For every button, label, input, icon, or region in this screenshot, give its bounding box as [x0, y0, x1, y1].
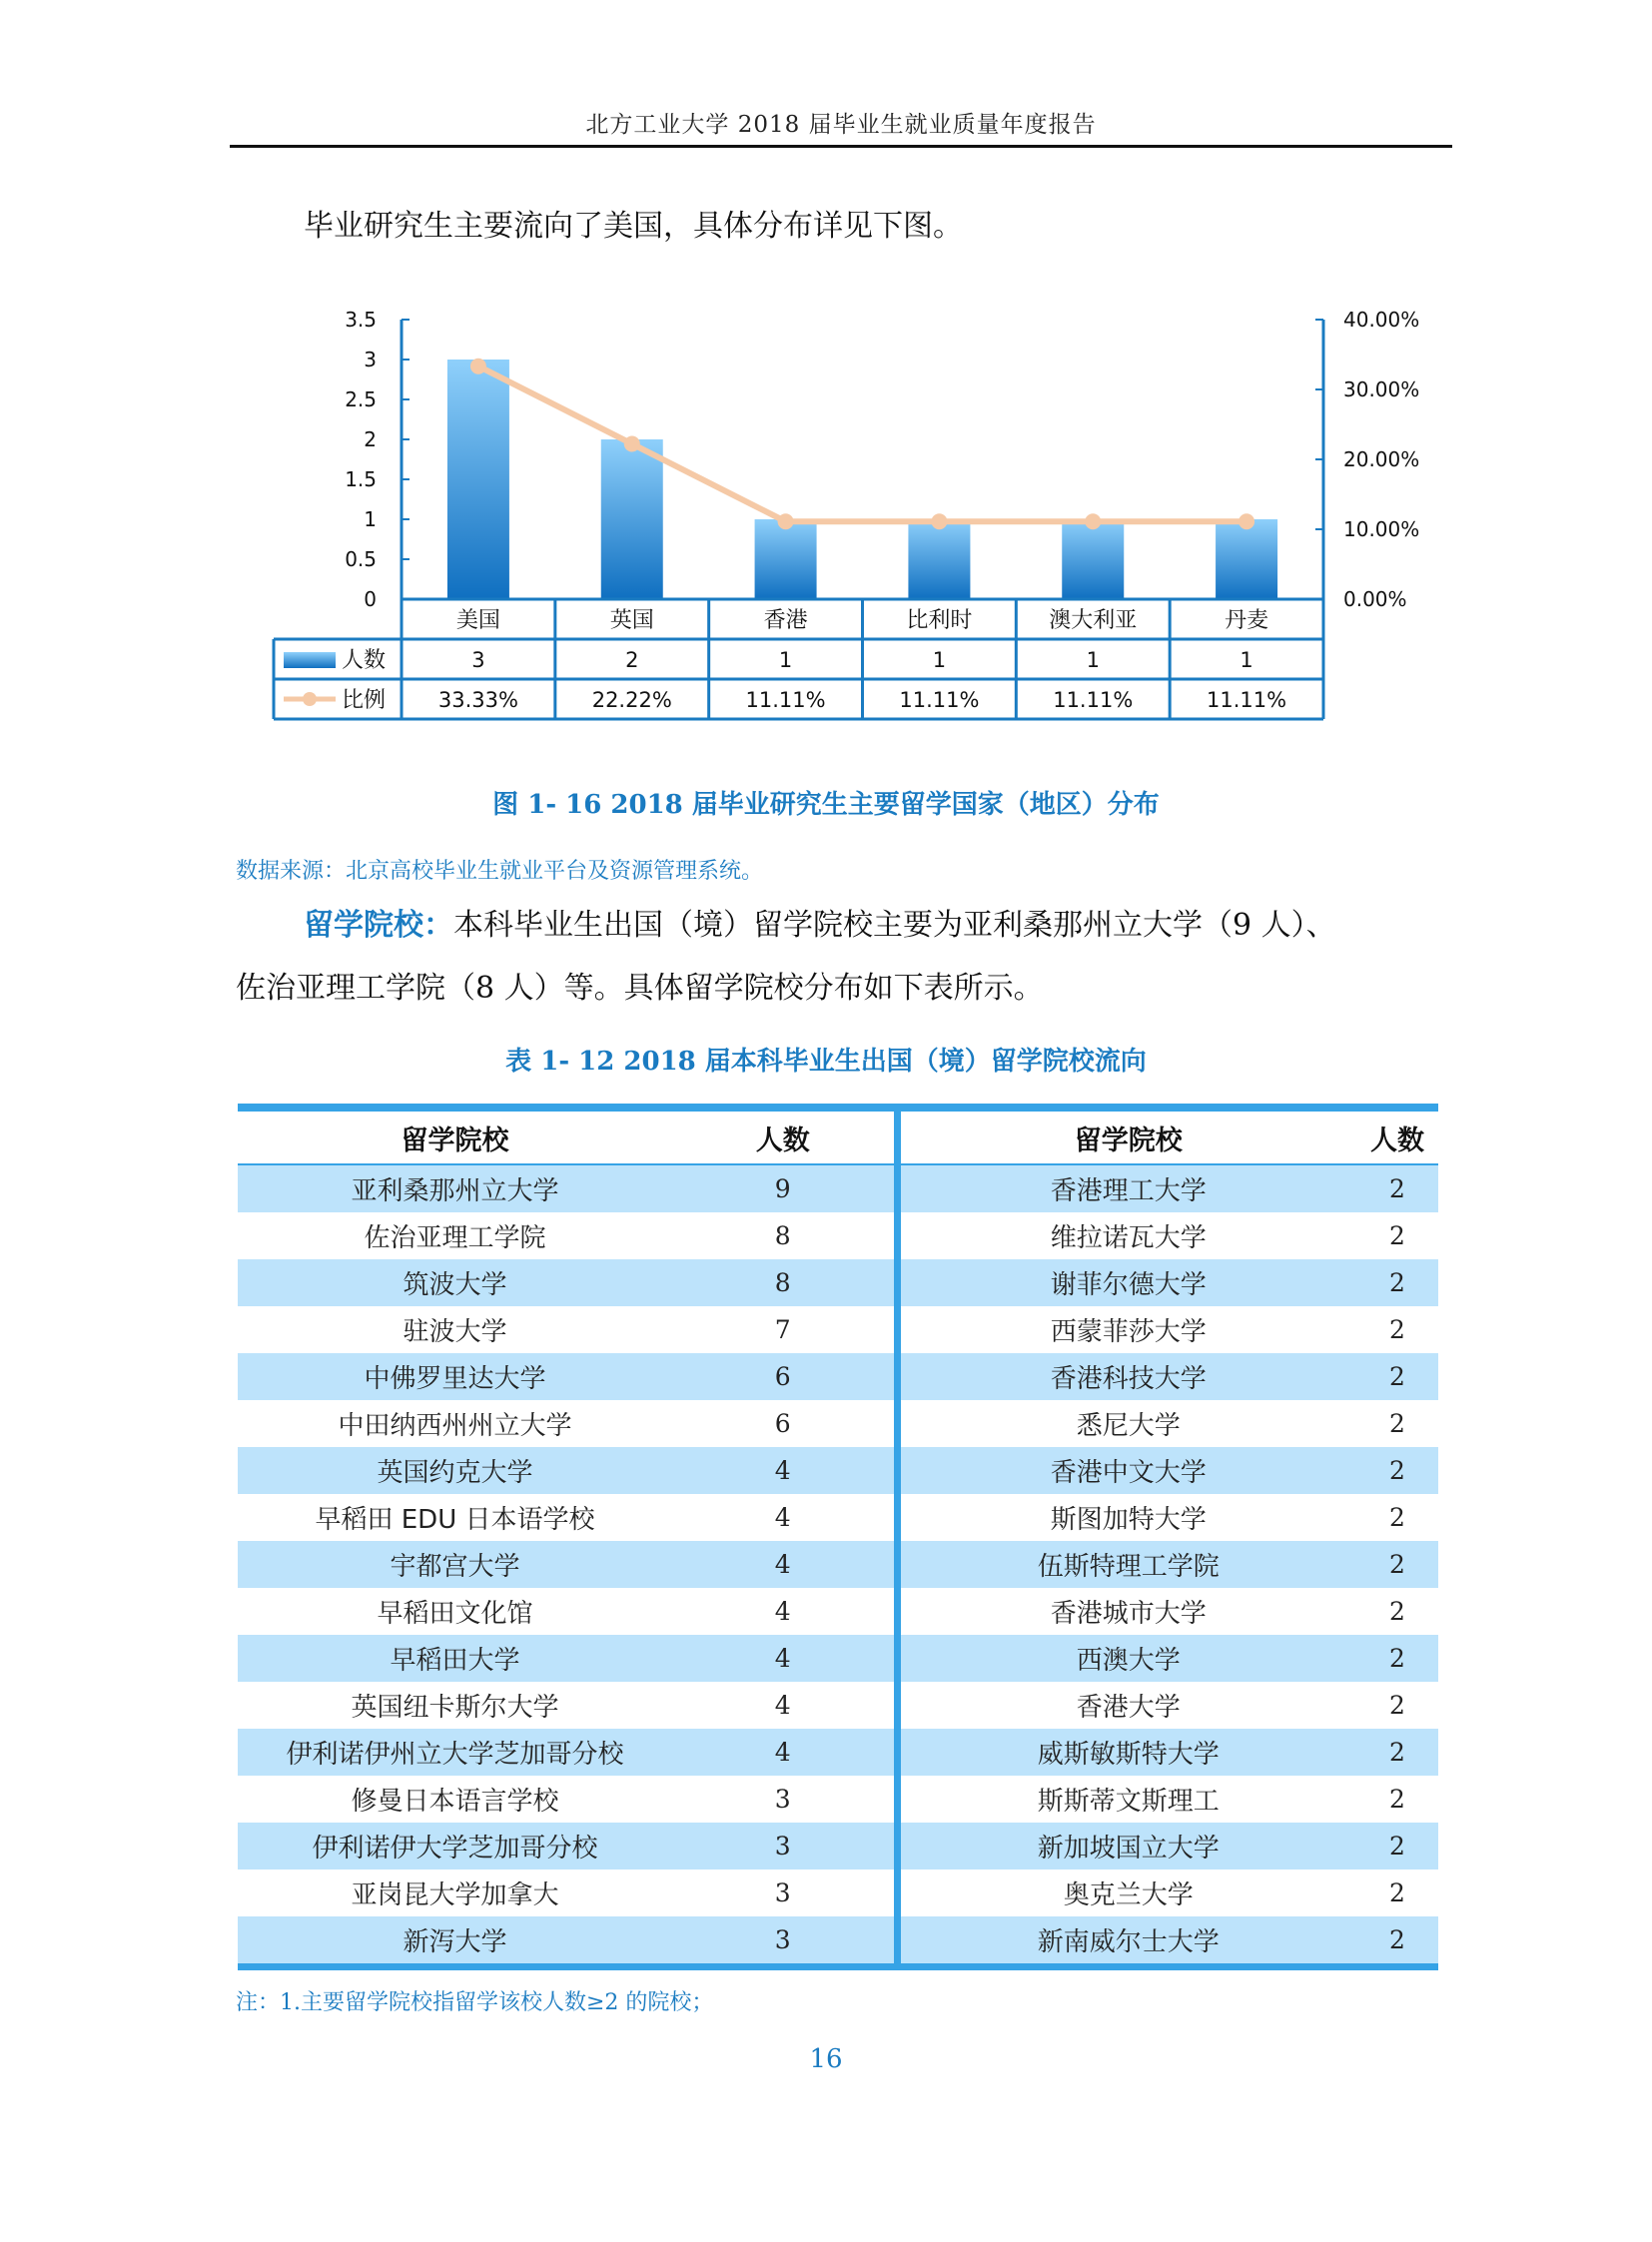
school-left-cell: 亚利桑那州立大学 [238, 1164, 672, 1212]
count-left-cell: 9 [672, 1164, 897, 1212]
school-right-cell: 新加坡国立大学 [897, 1823, 1356, 1869]
count-right-cell: 2 [1389, 1503, 1405, 1532]
table-row [238, 1400, 1438, 1447]
running-header: 北方工业大学 2018 届毕业生就业质量年度报告 [585, 112, 1097, 138]
left-tick-label: 0.5 [345, 547, 377, 571]
school-right-cell: 伍斯特理工学院 [897, 1541, 1356, 1588]
right-tick-label: 10.00% [1343, 517, 1420, 541]
count-left-cell: 8 [672, 1259, 897, 1306]
table-row [238, 1776, 1438, 1823]
legend-line-marker [303, 692, 317, 706]
school-right-cell: 斯图加特大学 [1050, 1505, 1207, 1535]
table-row [238, 1353, 1438, 1400]
table-note: 注：1.主要留学院校指留学该校人数≥2 的院校； [236, 1990, 714, 2015]
paragraph-lead: 留学院校： [304, 908, 453, 943]
table-row [238, 1259, 1438, 1306]
count-right-cell: 2 [1356, 1164, 1438, 1212]
table-top-rule [238, 1104, 1438, 1112]
left-tick-label: 1.5 [345, 467, 377, 491]
right-tick-label: 40.00% [1343, 308, 1420, 332]
count-right-cell: 2 [1356, 1635, 1438, 1682]
col-header-school-right: 留学院校 [897, 1112, 1356, 1164]
paragraph-line1-text: 本科毕业生出国（境）留学院校主要为亚利桑那州立大学（9 人）、 [453, 908, 1336, 943]
table-row [238, 1212, 1438, 1259]
count-left-cell: 6 [672, 1353, 897, 1400]
school-right-cell: 维拉诺瓦大学 [1050, 1223, 1207, 1253]
school-left-cell: 修曼日本语言学校 [351, 1787, 559, 1817]
count-right-cell: 2 [1356, 1916, 1438, 1963]
count-left-cell: 4 [672, 1588, 897, 1635]
category-label: 英国 [609, 608, 654, 633]
ratio-data-label: 22.22% [591, 688, 672, 712]
school-right-cell: 奥克兰大学 [1063, 1880, 1194, 1910]
count-left-cell: 4 [672, 1729, 897, 1776]
count-left-cell: 8 [672, 1212, 897, 1259]
ratio-point-澳大利亚 [1085, 513, 1101, 529]
left-tick-label: 2 [364, 427, 377, 451]
table-row [238, 1447, 1438, 1494]
count-right-cell: 2 [1356, 1447, 1438, 1494]
ratio-point-比利时 [931, 513, 947, 529]
ratio-data-label: 11.11% [745, 688, 826, 712]
school-left-cell: 宇都宫大学 [238, 1541, 672, 1588]
school-left-cell: 伊利诺伊大学芝加哥分校 [238, 1823, 672, 1869]
school-right-cell: 香港城市大学 [1050, 1599, 1207, 1629]
ratio-series-line [478, 367, 1246, 522]
count-left-cell: 3 [672, 1776, 897, 1823]
count-left-cell: 4 [672, 1682, 897, 1729]
table-row [238, 1823, 1438, 1869]
category-label: 香港 [763, 608, 808, 633]
count-right-cell: 2 [1356, 1541, 1438, 1588]
ratio-point-香港 [778, 513, 794, 529]
table-bottom-rule [238, 1963, 1438, 1970]
table-row [238, 1729, 1438, 1776]
school-right-cell: 香港大学 [1076, 1693, 1181, 1723]
school-left-cell: 佐治亚理工学院 [364, 1223, 546, 1253]
school-left-cell: 亚岗昆大学加拿大 [351, 1880, 559, 1910]
school-left-cell: 英国纽卡斯尔大学 [351, 1693, 559, 1723]
right-tick-label: 30.00% [1343, 377, 1420, 401]
school-left-cell: 早稻田 EDU 日本语学校 [315, 1505, 595, 1535]
school-right-cell: 谢菲尔德大学 [897, 1259, 1356, 1306]
table-row [238, 1164, 1438, 1212]
col-header-school-left: 留学院校 [238, 1112, 672, 1164]
school-left-cell: 中佛罗里达大学 [238, 1353, 672, 1400]
count-left-cell: 4 [672, 1447, 897, 1494]
table-row [238, 1916, 1438, 1963]
count-left-cell: 4 [672, 1541, 897, 1588]
legend-bar-swatch [284, 652, 336, 668]
country-distribution-chart [270, 300, 1438, 739]
ratio-point-美国 [470, 359, 486, 374]
table-header-row [238, 1112, 1438, 1164]
intro-paragraph: 毕业研究生主要流向了美国，具体分布详见下图。 [304, 209, 963, 244]
count-right-cell: 2 [1389, 1597, 1405, 1626]
left-tick-label: 2.5 [345, 387, 377, 411]
ratio-data-label: 11.11% [1053, 688, 1134, 712]
count-left-cell: 4 [672, 1635, 897, 1682]
left-tick-label: 1 [364, 507, 377, 531]
category-label: 丹麦 [1225, 608, 1269, 633]
ratio-data-label: 11.11% [1207, 688, 1287, 712]
bar-香港 [755, 519, 817, 599]
source-note: 数据来源：北京高校毕业生就业平台及资源管理系统。 [236, 859, 764, 884]
count-right-cell: 2 [1389, 1315, 1405, 1344]
school-left-cell: 筑波大学 [238, 1259, 672, 1306]
count-data-label: 1 [1239, 648, 1253, 672]
school-left-cell: 新泻大学 [238, 1916, 672, 1963]
count-right-cell: 2 [1389, 1409, 1405, 1438]
count-right-cell: 2 [1356, 1259, 1438, 1306]
school-right-cell: 西澳大学 [897, 1635, 1356, 1682]
schools-table [238, 1104, 1438, 1970]
count-left-cell: 3 [672, 1916, 897, 1963]
count-left-cell: 3 [672, 1823, 897, 1869]
ratio-point-丹麦 [1239, 513, 1254, 529]
category-label: 比利时 [906, 608, 973, 633]
right-tick-label: 0.00% [1343, 587, 1407, 611]
table-row [238, 1541, 1438, 1588]
count-right-cell: 2 [1389, 1221, 1405, 1250]
school-left-cell: 英国约克大学 [238, 1447, 672, 1494]
school-right-cell: 威斯敏斯特大学 [897, 1729, 1356, 1776]
school-right-cell: 悉尼大学 [1076, 1411, 1181, 1441]
bar-比利时 [908, 519, 970, 599]
count-left-cell: 7 [672, 1306, 897, 1353]
school-left-cell: 驻波大学 [403, 1317, 507, 1347]
table-row [238, 1588, 1438, 1635]
ratio-point-英国 [624, 435, 640, 451]
count-left-cell: 6 [672, 1400, 897, 1447]
left-tick-label: 3 [364, 348, 377, 372]
table-row [238, 1635, 1438, 1682]
count-right-cell: 2 [1356, 1353, 1438, 1400]
legend-bar-label: 人数 [342, 648, 387, 673]
right-tick-label: 20.00% [1343, 447, 1420, 471]
page-number: 16 [809, 2044, 843, 2074]
count-left-cell: 3 [672, 1869, 897, 1916]
count-right-cell: 2 [1356, 1823, 1438, 1869]
count-right-cell: 2 [1389, 1878, 1405, 1907]
school-right-cell: 西蒙菲莎大学 [1050, 1317, 1207, 1347]
table-caption: 表 1- 12 2018 届本科毕业生出国（境）留学院校流向 [505, 1047, 1147, 1077]
col-header-count-left: 人数 [672, 1112, 897, 1164]
left-tick-label: 3.5 [345, 308, 377, 332]
school-left-cell: 早稻田文化馆 [377, 1599, 533, 1629]
bar-美国 [447, 360, 509, 599]
school-right-cell: 斯斯蒂文斯理工 [1037, 1787, 1220, 1817]
school-right-cell: 香港理工大学 [897, 1164, 1356, 1212]
count-left-cell: 4 [672, 1494, 897, 1541]
bar-丹麦 [1216, 519, 1277, 599]
header-rule [230, 145, 1452, 148]
table-row [238, 1494, 1438, 1541]
count-data-label: 2 [625, 648, 639, 672]
school-left-cell: 伊利诺伊州立大学芝加哥分校 [238, 1729, 672, 1776]
table-row [238, 1306, 1438, 1353]
legend-line-label: 比例 [342, 688, 387, 713]
school-right-cell: 香港中文大学 [897, 1447, 1356, 1494]
school-left-cell: 中田纳西州州立大学 [338, 1411, 572, 1441]
count-right-cell: 2 [1389, 1785, 1405, 1814]
figure-caption: 图 1- 16 2018 届毕业研究生主要留学国家（地区）分布 [492, 790, 1160, 820]
count-data-label: 1 [932, 648, 947, 672]
count-data-label: 1 [778, 648, 793, 672]
ratio-data-label: 33.33% [437, 688, 518, 712]
body-paragraph-line2: 佐治亚理工学院（8 人）等。具体留学院校分布如下表所示。 [236, 971, 1044, 1006]
bar-澳大利亚 [1062, 519, 1124, 599]
table-row [238, 1869, 1438, 1916]
school-right-cell: 新南威尔士大学 [897, 1916, 1356, 1963]
category-label: 美国 [455, 608, 500, 633]
school-left-cell: 早稻田大学 [238, 1635, 672, 1682]
count-right-cell: 2 [1356, 1729, 1438, 1776]
left-tick-label: 0 [364, 587, 377, 611]
col-header-count-right: 人数 [1356, 1112, 1438, 1164]
count-data-label: 3 [471, 648, 485, 672]
count-right-cell: 2 [1389, 1691, 1405, 1720]
bar-英国 [601, 439, 663, 599]
body-paragraph-line1 [304, 908, 1336, 943]
table-row [238, 1682, 1438, 1729]
count-data-label: 1 [1086, 648, 1100, 672]
school-right-cell: 香港科技大学 [897, 1353, 1356, 1400]
ratio-data-label: 11.11% [899, 688, 980, 712]
category-label: 澳大利亚 [1049, 608, 1138, 633]
